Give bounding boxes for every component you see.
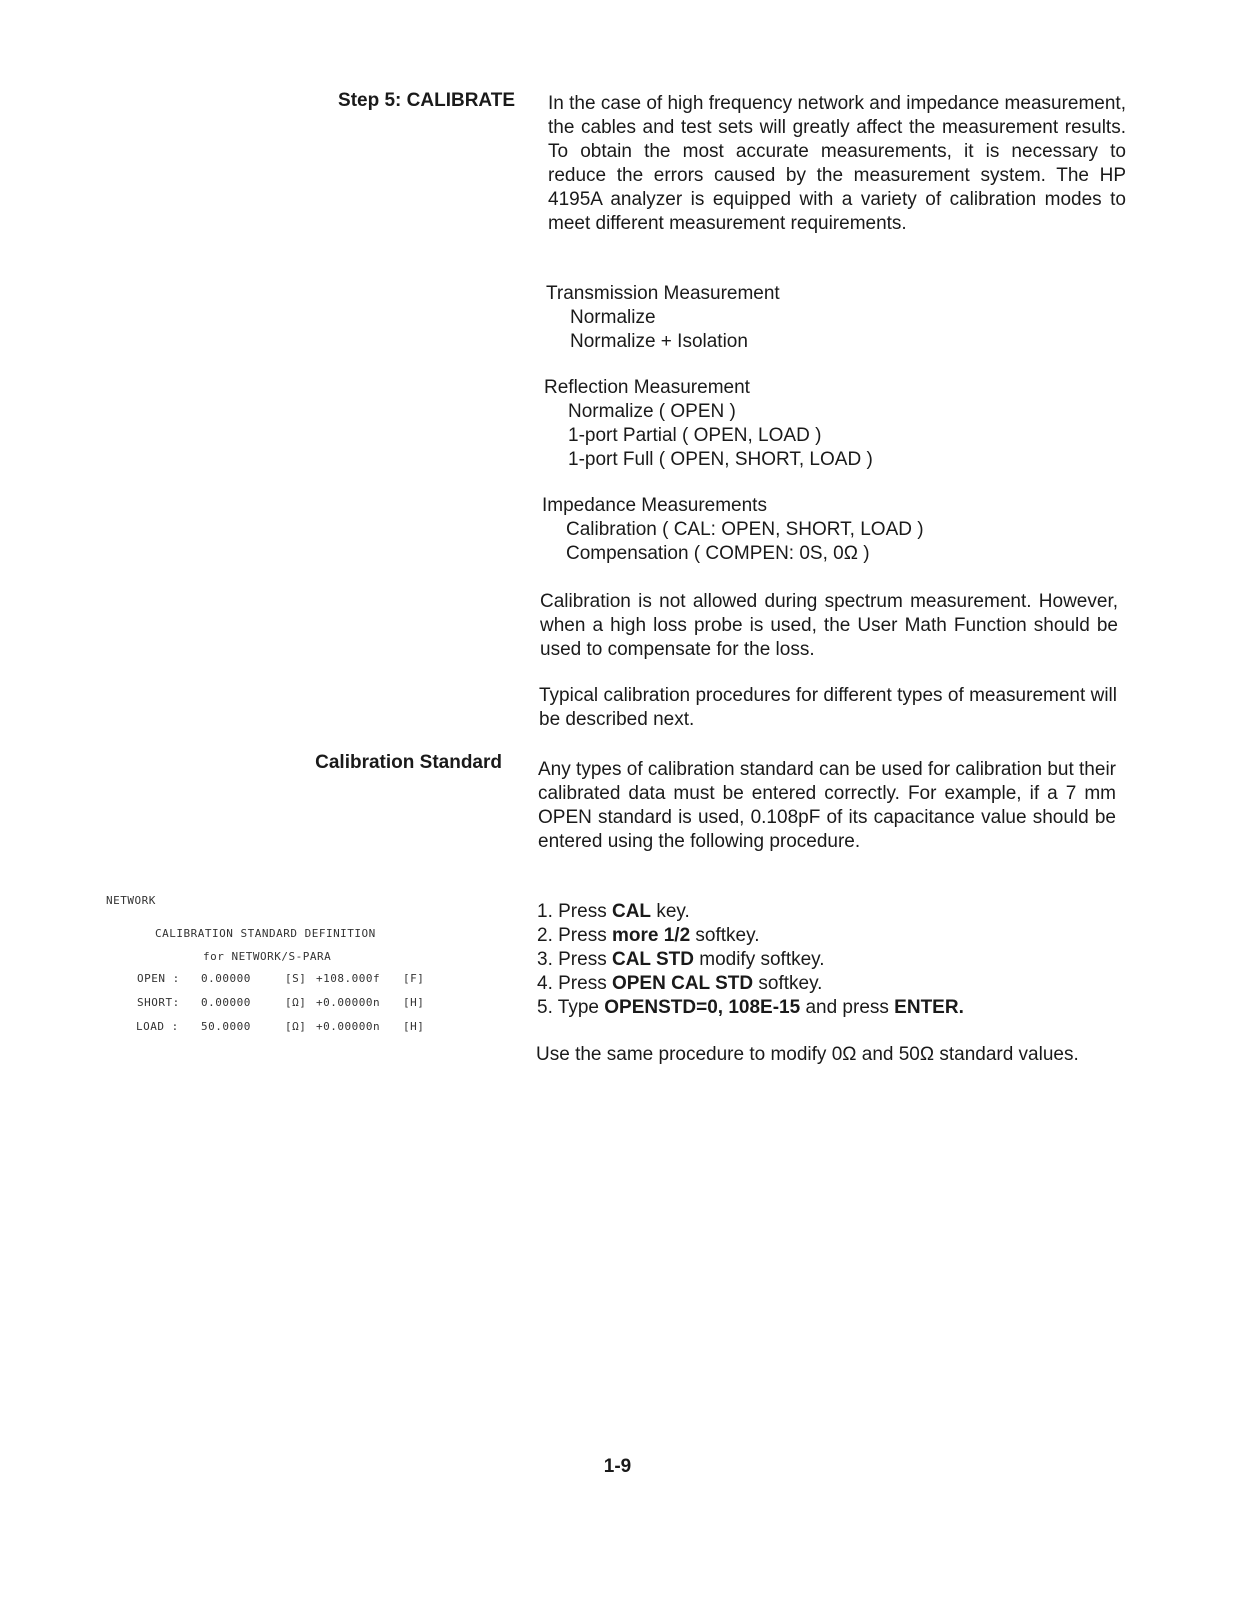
section-heading-step5: Step 5: CALIBRATE [338, 90, 515, 111]
screen-row-name: LOAD : [136, 1020, 179, 1033]
screen-row-unit1: [Ω] [285, 996, 307, 1009]
screen-row-unit2: [H] [403, 1020, 425, 1033]
transmission-block [546, 282, 1106, 354]
procedure-step: 5. Type OPENSTD=0, 108E-15 and press ENTER. [537, 997, 964, 1018]
screen-row-name: OPEN : [137, 972, 180, 985]
screen-row-value2: +0.00000n [316, 996, 381, 1009]
procedure-step: 1. Press CAL key. [537, 901, 690, 922]
list-item: Normalize ( OPEN ) [568, 401, 736, 422]
list-item: Normalize + Isolation [570, 331, 748, 352]
reflection-block [544, 376, 1104, 472]
screen-row-value1: 0.00000 [201, 972, 251, 985]
typical-note-text: Typical calibration procedures for different types of measurement will be described next. [539, 685, 1117, 730]
procedure-step: 3. Press CAL STD modify softkey. [537, 949, 825, 970]
screen-row-unit2: [F] [403, 972, 425, 985]
list-item: Compensation ( COMPEN: 0S, 0Ω ) [566, 543, 870, 564]
impedance-block [542, 494, 1102, 566]
screen-row-unit2: [H] [403, 996, 425, 1009]
screen-row-unit1: [S] [285, 972, 307, 985]
list-item: 1-port Partial ( OPEN, LOAD ) [568, 425, 822, 446]
screen-row-value2: +0.00000n [316, 1020, 381, 1033]
typical-note [539, 684, 1117, 732]
intro-paragraph [548, 92, 1126, 236]
reflection-title: Reflection Measurement [544, 377, 750, 398]
transmission-title: Transmission Measurement [546, 283, 780, 304]
screen-title: CALIBRATION STANDARD DEFINITION [155, 927, 376, 940]
procedure-step: 2. Press more 1/2 softkey. [537, 925, 760, 946]
list-item: Calibration ( CAL: OPEN, SHORT, LOAD ) [566, 519, 924, 540]
spectrum-note [540, 590, 1118, 662]
screen-row-unit1: [Ω] [285, 1020, 307, 1033]
screen-mode: NETWORK [106, 894, 156, 907]
section-heading-calibration-standard: Calibration Standard [315, 752, 502, 773]
closing-paragraph [536, 1043, 1114, 1067]
spectrum-note-text: Calibration is not allowed during spectrum measurement. However, when a high loss probe is used, the User Math Function should be used to compensate for the loss. [540, 591, 1118, 660]
cal-std-text: Any types of calibration standard can be used for calibration but their calibrated data must be entered correctly. For example, if a 7 mm OPEN standard is used, 0.108pF of its capacitance value should be entered using the following procedure. [538, 759, 1116, 852]
cal-std-paragraph [538, 758, 1116, 854]
page-number: 1-9 [603, 1456, 632, 1477]
screen-row-value2: +108.000f [316, 972, 381, 985]
impedance-title: Impedance Measurements [542, 495, 767, 516]
screen-row-value1: 0.00000 [201, 996, 251, 1009]
list-item: 1-port Full ( OPEN, SHORT, LOAD ) [568, 449, 873, 470]
list-item: Normalize [570, 307, 656, 328]
intro-text: In the case of high frequency network and impedance measurement, the cables and test sets will greatly affect the measurement results. To obtain the most accurate measurements, it is necessary to reduce the errors caused by the measurement system. The HP 4195A analyzer is equipped with a variety of calibration modes to meet different measurement requirements. [548, 93, 1126, 234]
procedure-step: 4. Press OPEN CAL STD softkey. [537, 973, 823, 994]
procedure-list [537, 900, 1097, 1020]
screen-subtitle: for NETWORK/S-PARA [203, 950, 332, 963]
screen-row-value1: 50.0000 [201, 1020, 251, 1033]
closing-text: Use the same procedure to modify 0Ω and 50Ω standard values. [536, 1044, 1079, 1065]
screen-row-name: SHORT: [137, 996, 180, 1009]
